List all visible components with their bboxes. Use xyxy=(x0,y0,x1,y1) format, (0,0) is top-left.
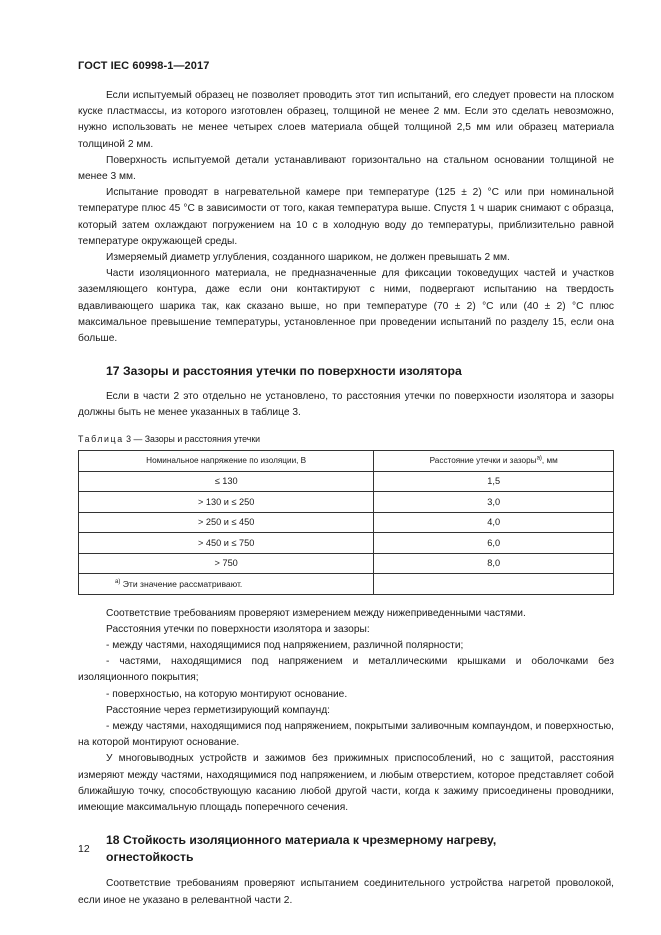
paragraph: Если испытуемый образец не позволяет проводить этот тип испытаний, его следует провести на плоском куске пластмассы, из которого изготовлен образец, толщиной не менее 2 мм. Если это сделать невозможно, нужно использовать не менее четырех слоев материала общей толщиной 2,5 мм или образец материала толщиной 2 мм. xyxy=(78,90,614,150)
table-cell-distance: 6,0 xyxy=(374,533,614,554)
footnote-marker: а) xyxy=(536,455,542,462)
paragraph: Соответствие требованиям проверяют измерением между нижеприведенными частями. xyxy=(106,607,526,619)
paragraph: Расстояние через герметизирующий компаунд: xyxy=(106,704,330,716)
table-caption xyxy=(78,432,614,446)
list-item: - между частями, находящимися под напряжением, различной полярности; xyxy=(106,640,464,652)
page-number: 12 xyxy=(78,843,90,855)
column-header-distance: Расстояние утечки и зазоры$^{а)}$, мм xyxy=(374,450,614,471)
section-17-intro: Если в части 2 это отдельно не установлено, то расстояния утечки по поверхности изолятора и зазоры должны быть не менее указанных в таблице 3. xyxy=(78,391,614,419)
table-row xyxy=(79,492,614,513)
table-cell-voltage: > 130 и ≤ 250 xyxy=(79,492,374,513)
footnote-marker: а) xyxy=(115,579,121,586)
table-cell-voltage: > 750 xyxy=(79,553,374,574)
paragraph: Части изоляционного материала, не предназначенные для фиксации токоведущих частей и участков заземляющего контура, даже если они контактируют с ними, подвергают испытанию на твердость вдавливающего шарика так, как сказано выше, но при температуре (70 ± 2) °С или (40 ± 2) °С плюс максимальное превышение температуры, установленное при проведении испытаний по разделу 15, если она больше. xyxy=(78,268,614,345)
table-cell-empty xyxy=(374,574,614,595)
column-header-voltage: Номинальное напряжение по изоляции, В xyxy=(79,450,374,471)
table-cell-voltage: > 450 и ≤ 750 xyxy=(79,533,374,554)
table-caption-text: 3 — Зазоры и расстояния утечки xyxy=(123,433,261,444)
table-cell-distance: 4,0 xyxy=(374,512,614,533)
paragraph: Испытание проводят в нагревательной камере при температуре (125 ± 2) °С или при номинальной температуре плюс 45 °С в зависимости от того, какая температура выше. Спустя 1 ч шарик снимают с образца, который затем охлаждают погружением на 10 с в холодную воду до температуры, приблизительно равной температуре окружающей среды. xyxy=(78,187,614,247)
paragraph: Измеряемый диаметр углубления, созданного шариком, не должен превышать 2 мм. xyxy=(106,252,510,264)
section-17-body xyxy=(78,606,614,817)
table-caption-prefix: Таблица xyxy=(78,433,124,444)
table-row xyxy=(79,512,614,533)
list-item: - между частями, находящимися под напряжением, покрытыми заливочным компаундом, и поверхностью, на которой монтируют основание. xyxy=(78,721,614,749)
list-item: - частями, находящимися под напряжением и металлическими крышками и оболочками без изоляционного покрытия; xyxy=(78,656,614,684)
paragraph: У многовыводных устройств и зажимов без прижимных приспособлений, но с защитой, расстояния измеряют между частями, находящимися под напряжением, и любым отверстием, которое представляет собой ближайшую точку, способствующую касанию любой другой части, когда к зажиму присоединены проводники, имеющие максимальную площадь поперечного сечения. xyxy=(78,753,614,814)
table-note-row xyxy=(79,574,614,595)
section-18-title: 18 Стойкость изоляционного материала к чрезмерному нагреву, огнестойкость xyxy=(106,833,497,865)
table-header-row xyxy=(79,450,614,471)
table-row xyxy=(79,553,614,574)
table-cell-distance: 8,0 xyxy=(374,553,614,574)
table-cell-voltage: > 250 и ≤ 450 xyxy=(79,512,374,533)
table-row xyxy=(79,533,614,554)
table-note: $^{а)}$ Эти значение рассматривают. xyxy=(79,574,374,595)
table-row xyxy=(79,471,614,492)
document-header: ГОСТ IEC 60998-1—2017 xyxy=(78,60,210,72)
table-cell-voltage: ≤ 130 xyxy=(79,471,374,492)
section-17-title: 17 Зазоры и расстояния утечки по поверхности изолятора xyxy=(106,364,462,379)
page-content xyxy=(78,88,614,909)
table-3 xyxy=(78,450,614,595)
paragraph: Расстояния утечки по поверхности изолятора и зазоры: xyxy=(106,623,370,635)
table-cell-distance: 1,5 xyxy=(374,471,614,492)
section-18-body: Соответствие требованиям проверяют испытанием соединительного устройства нагретой проволокой, если иное не указано в релевантной части 2. xyxy=(78,878,614,906)
table-cell-distance: 3,0 xyxy=(374,492,614,513)
paragraph: Поверхность испытуемой детали устанавливают горизонтально на стальном основании толщиной не менее 3 мм. xyxy=(78,154,614,183)
list-item: - поверхностью, на которую монтируют основание. xyxy=(106,688,348,700)
